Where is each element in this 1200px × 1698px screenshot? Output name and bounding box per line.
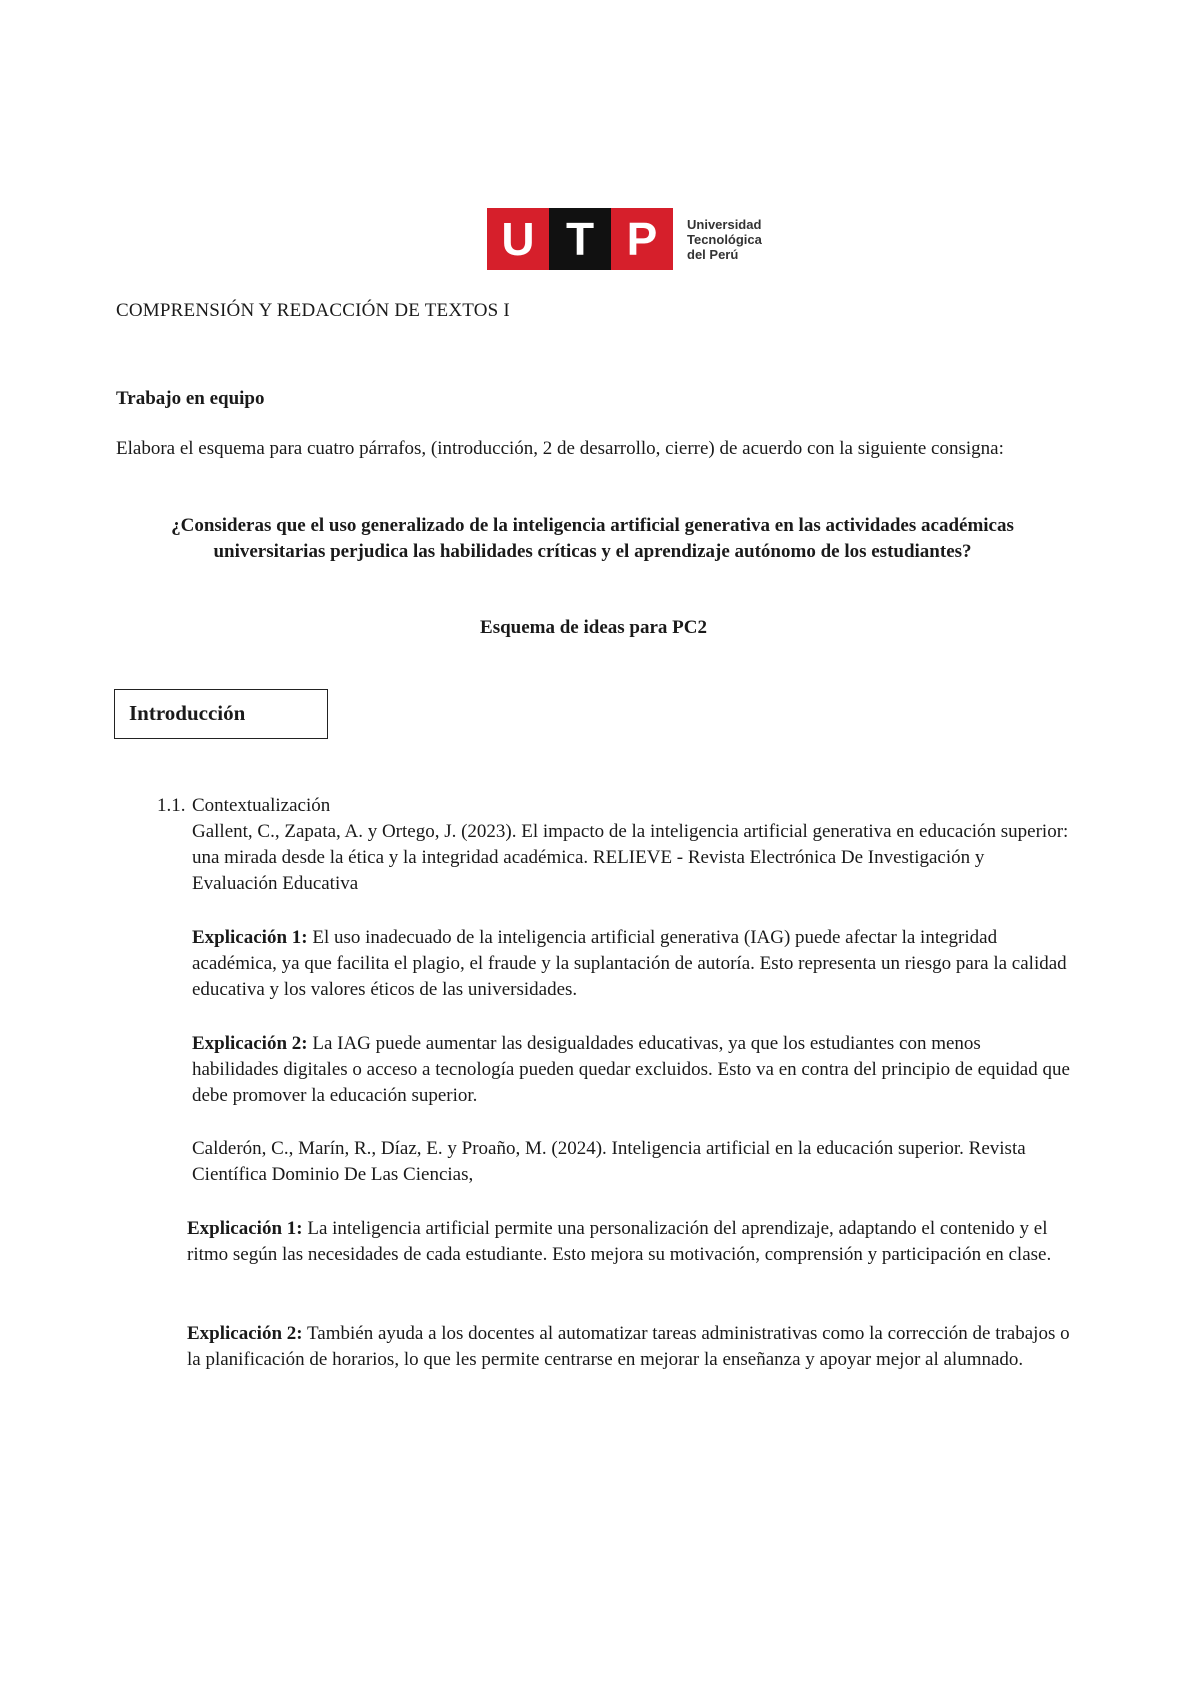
logo-letter-t: T (549, 208, 611, 270)
explanation-paragraph (187, 1321, 1077, 1373)
utp-logo (487, 208, 762, 270)
explanation-label: Explicación 1: (192, 927, 308, 948)
course-title: COMPRENSIÓN Y REDACCIÓN DE TEXTOS I (116, 300, 510, 321)
scheme-title: Esquema de ideas para PC2 (480, 617, 707, 638)
explanation-text: También ayuda a los docentes al automatizar tareas administrativas como la corrección de trabajos o la planificación de horarios, lo que les permite centrarse en mejorar la enseñanza y apoyar mejor al alumnado. (187, 1323, 1070, 1370)
explanation-label: Explicación 2: (192, 1033, 308, 1054)
logo-line-2: Tecnológica (687, 231, 762, 247)
explanation-text: El uso inadecuado de la inteligencia artificial generativa (IAG) puede afectar la integridad académica, ya que facilita el plagio, el fraude y la suplantación de autoría. Esto representa un riesgo para la calidad educativa y los valores éticos de las universidades. (192, 927, 1067, 1000)
explanation-paragraph (192, 1031, 1072, 1109)
explanation-label: Explicación 2: (187, 1323, 303, 1344)
item-heading: Contextualización (192, 795, 331, 816)
explanation-text: La inteligencia artificial permite una personalización del aprendizaje, adaptando el contenido y el ritmo según las necesidades de cada estudiante. Esto mejora su motivación, comprensión y participación en clase. (187, 1218, 1052, 1265)
item-number: 1.1. (157, 795, 186, 816)
assignment-question: ¿Consideras que el uso generalizado de la inteligencia artificial generativa en las actividades académicas universitarias perjudica las habilidades críticas y el aprendizaje autónomo de los estudiantes? (171, 515, 1014, 562)
section-box-introduccion (114, 689, 328, 739)
logo-line-1: Universidad (687, 216, 762, 232)
section-label: Introducción (129, 701, 246, 725)
team-work-heading: Trabajo en equipo (116, 388, 265, 409)
instructions-paragraph: Elabora el esquema para cuatro párrafos, (introducción, 2 de desarrollo, cierre) de acuerdo con la siguiente consigna: (116, 438, 1004, 459)
explanation-paragraph (192, 925, 1072, 1003)
reference-gallent: Gallent, C., Zapata, A. y Ortego, J. (2023). El impacto de la inteligencia artificial generativa en educación superior: una mirada desde la ética y la integridad académica. RELIEVE - Revista Electrónica De Investigación y Evaluación Educativa (192, 821, 1069, 894)
reference-calderon: Calderón, C., Marín, R., Díaz, E. y Proaño, M. (2024). Inteligencia artificial en la educación superior. Revista Científica Dominio De Las Ciencias, (192, 1138, 1026, 1185)
logo-letter-p: P (611, 208, 673, 270)
explanation-label: Explicación 1: (187, 1218, 303, 1239)
logo-line-3: del Perú (687, 246, 739, 262)
logo-wordmark (687, 217, 762, 262)
explanation-paragraph (187, 1216, 1077, 1268)
explanation-text: La IAG puede aumentar las desigualdades educativas, ya que los estudiantes con menos habilidades digitales o acceso a tecnología pueden quedar excluidos. Esto va en contra del principio de equidad que debe promover la educación superior. (192, 1033, 1070, 1106)
logo-letter-u: U (487, 208, 549, 270)
